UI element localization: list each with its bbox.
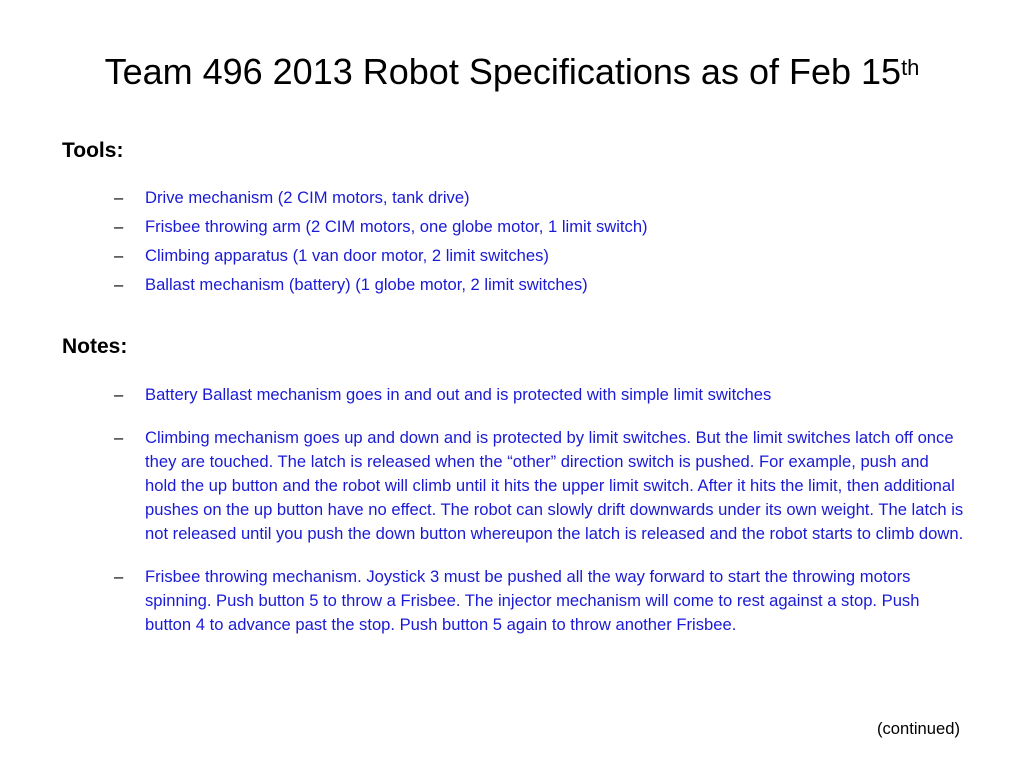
slide-title-superscript: th: [901, 55, 920, 80]
dash-bullet: –: [114, 188, 124, 207]
tools-item-text: Ballast mechanism (battery) (1 globe motor, 2 limit switches): [145, 275, 588, 294]
tools-list-item: [114, 186, 964, 210]
tools-item-text: Drive mechanism (2 CIM motors, tank drive): [145, 188, 470, 207]
notes-list-item: [114, 565, 964, 637]
tools-item-text: Climbing apparatus (1 van door motor, 2 limit switches): [145, 246, 549, 265]
tools-list-item: [114, 244, 964, 268]
slide-title-text: Team 496 2013 Robot Specifications as of Feb 15: [104, 51, 902, 92]
slide-title: [0, 50, 1024, 94]
tools-list-item: [114, 273, 964, 297]
notes-item-text: Frisbee throwing mechanism. Joystick 3 must be pushed all the way forward to start the throwing motors spinning. Push button 5 to throw a Frisbee. The injector mechanism will come to rest against a stop. Push button 4 to advance past the stop. Push button 5 again to throw another Frisbee.: [145, 567, 920, 634]
dash-bullet: –: [114, 567, 124, 586]
continued-label: (continued): [876, 719, 960, 738]
dash-bullet: –: [114, 428, 124, 447]
tools-list-item: [114, 215, 964, 239]
dash-bullet: –: [114, 217, 124, 236]
notes-item-text: Battery Ballast mechanism goes in and out and is protected with simple limit switches: [145, 385, 772, 404]
notes-list-item: [114, 383, 964, 407]
notes-list-item: [114, 426, 964, 546]
notes-heading: Notes:: [62, 335, 128, 358]
dash-bullet: –: [114, 385, 124, 404]
notes-list: [114, 383, 964, 656]
notes-item-text: Climbing mechanism goes up and down and is protected by limit switches. But the limit switches latch off once they are touched. The latch is released when the “other” direction switch is pushed. For example, push and hold the up button and the robot will climb until it hits the upper limit switch. After it hits the limit, then additional pushes on the up button have no effect. The robot can slowly drift downwards under its own weight. The latch is not released until you push the down button whereupon the latch is released and the robot starts to climb down.: [145, 428, 964, 543]
tools-item-text: Frisbee throwing arm (2 CIM motors, one globe motor, 1 limit switch): [145, 217, 648, 236]
dash-bullet: –: [114, 246, 124, 265]
dash-bullet: –: [114, 275, 124, 294]
tools-heading: Tools:: [62, 139, 124, 162]
tools-list: [114, 186, 964, 302]
